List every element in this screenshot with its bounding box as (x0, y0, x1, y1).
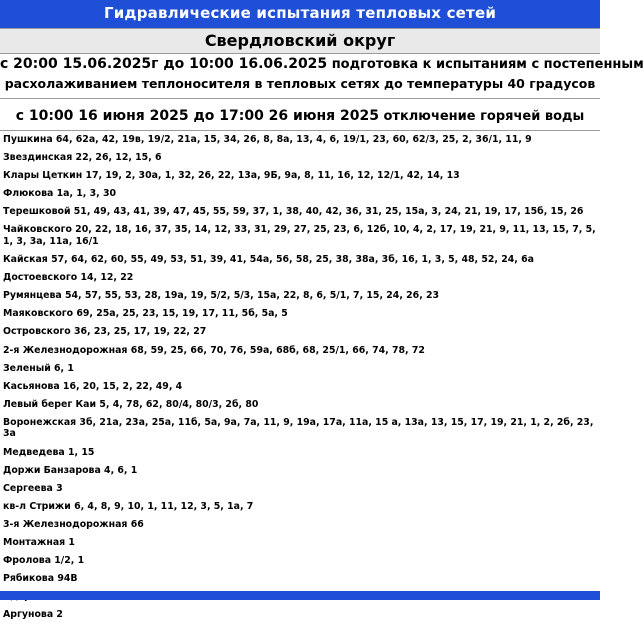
street-entry: кв-л Стрижи 6, 4, 8, 9, 10, 1, 11, 12, 3, 5, 1а, 7 (3, 500, 254, 512)
street-entry: Рябикова 94В (3, 573, 78, 585)
street-entry: Касьянова 16, 20, 15, 2, 22, 49, 4 (3, 380, 183, 392)
shutdown-text: отключение горячей воды (378, 109, 585, 124)
footer-bar (0, 591, 600, 600)
street-list (3, 134, 597, 627)
street-entry: Островского 36, 23, 25, 17, 19, 22, 27 (3, 326, 207, 338)
street-entry: Достоевского 14, 12, 22 (3, 272, 134, 284)
street-entry: 2-я Железнодорожная 68, 59, 25, 66, 70, 76, 59а, 68б, 68, 25/1, 66, 74, 78, 72 (3, 344, 425, 356)
street-entry: Кайская 57, 64, 62, 60, 55, 49, 53, 51, 39, 41, 54а, 56, 58, 25, 38, 38а, 3б, 16, 1, 3, 5, 48, 52, 24, 6а (3, 254, 534, 266)
preparation-text: подготовка к испытаниям с постепенным (327, 57, 644, 72)
street-entry: Сергеева 3 (3, 482, 63, 494)
street-entry: Доржи Банзарова 4, 6, 1 (3, 464, 138, 476)
street-entry: Пушкина 64, 62а, 42, 19в, 19/2, 21а, 15, 34, 26, 8, 8а, 13, 4, 6, 19/1, 23, 60, 62/3, 25, 2, 36/1, 11, 9 (3, 134, 532, 145)
street-entry: Медведева 1, 15 (3, 446, 95, 458)
street-entry: Терешковой 51, 49, 43, 41, 39, 47, 45, 55, 59, 37, 1, 38, 40, 42, 36, 31, 25, 15а, 3, 24, 21, 19, 17, 15б, 15, 26 (3, 206, 584, 218)
preparation-line-2: расхолаживанием теплоносителя в тепловых сетях до температуры 40 градусов (4, 76, 596, 91)
street-entry: Аргунова 2 (3, 609, 63, 621)
street-entry: Клары Цеткин 17, 19, 2, 30а, 1, 32, 26, 22, 13а, 9Б, 9а, 8, 11, 16, 12, 12/1, 42, 14, 13 (3, 170, 460, 182)
preparation-period: с 20:00 15.06.2025г до 10:00 16.06.2025 (0, 56, 328, 72)
street-entry: Маяковского 69, 25а, 25, 23, 15, 19, 17, 11, 5б, 5а, 5 (3, 308, 288, 320)
street-entry: 3-я Железнодорожная 66 (3, 518, 144, 530)
street-entry: Чайковского 20, 22, 18, 16, 37, 35, 14, 12, 33, 31, 29, 27, 25, 23, 6, 12б, 10, 4, 2, 17, 19, 21, 9, 11, 13, 15, 7, 5, 1, 3, 3а, 11а, 16/1 (3, 224, 596, 247)
street-entry: Монтажная 1 (3, 536, 75, 548)
header-bar (0, 0, 600, 28)
preparation-notice (0, 54, 644, 99)
street-entry: Фролова 1/2, 1 (3, 555, 85, 567)
street-entry: Левый берег Каи 5, 4, 78, 62, 80/4, 80/3, 2б, 80 (3, 398, 259, 410)
page-title: Гидравлические испытания тепловых сетей (103, 4, 497, 22)
street-entry: Воронежская 3б, 21а, 23а, 25а, 11б, 5а, 9а, 7а, 11, 9, 19а, 17а, 11а, 15 а, 13а, 13, 15, 17, 19, 21, 1, 2, 2б, 23, 3а (3, 416, 594, 440)
street-entry: Флюкова 1а, 1, 3, 30 (3, 188, 117, 200)
district-title: Свердловский округ (0, 28, 600, 54)
shutdown-period: с 10:00 16 июня 2025 до 17:00 26 июня 2025 (15, 108, 379, 124)
street-entry: Зеленый 6, 1 (3, 362, 74, 374)
street-entry: Звездинская 22, 26, 12, 15, 6 (3, 152, 162, 164)
hot-water-shutdown-notice (0, 102, 600, 131)
preparation-line-1 (0, 56, 644, 72)
street-entry: Румянцева 54, 57, 55, 53, 28, 19а, 19, 5/2, 5/3, 15а, 22, 8, 6, 5/1, 7, 15, 24, 26, 23 (3, 290, 440, 302)
